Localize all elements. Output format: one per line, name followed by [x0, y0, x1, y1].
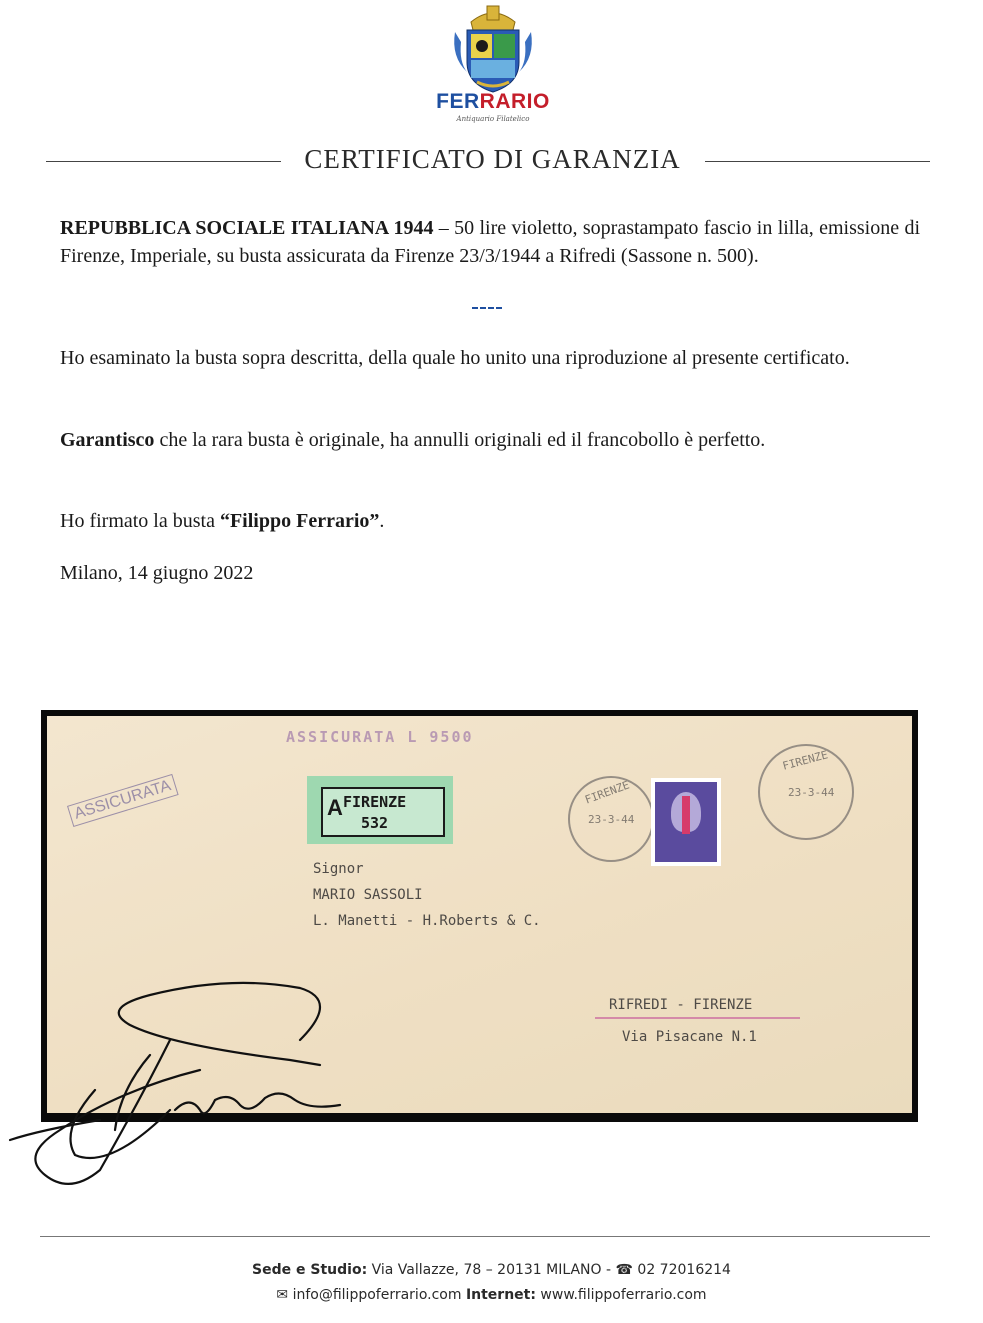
item-description — [60, 214, 920, 270]
footer-phone: 02 72016214 — [632, 1262, 731, 1278]
footer-address: Sede e Studio: Via Vallazze, 78 – 20131 MILANO - ☎ 02 72016214 — [252, 1262, 731, 1278]
fascio-overprint — [682, 796, 690, 834]
brand-tagline: Antiquario Filatelico — [456, 115, 530, 123]
phone-icon: ☎ — [615, 1262, 633, 1278]
signature-statement: Ho firmato la busta “Filippo Ferrario”. — [60, 510, 385, 532]
addressee-block — [313, 856, 541, 934]
ferrario-logo — [421, 2, 565, 132]
footer-rule — [40, 1236, 930, 1237]
signer-name: “Filippo Ferrario” — [219, 510, 380, 532]
email-icon: ✉ — [276, 1287, 289, 1303]
postmark-cancel: FIRENZE 23-3-44 — [758, 744, 854, 840]
heraldic-crest-icon — [449, 2, 537, 94]
addressee-line: L. Manetti - H.Roberts & C. — [313, 913, 541, 929]
registration-label — [307, 776, 453, 844]
examination-statement: Ho esaminato la busta sopra descritta, della quale ho unito una riproduzione al presente certificato. — [60, 347, 850, 369]
destination-street: Via Pisacane N.1 — [622, 1029, 757, 1045]
insured-stamp-top: ASSICURATA L 9500 — [286, 728, 474, 746]
addressee-line: Signor — [313, 861, 364, 877]
footer-website[interactable]: www.filippoferrario.com — [535, 1287, 707, 1303]
item-subject: REPUBBLICA SOCIALE ITALIANA 1944 — [60, 217, 434, 239]
title-rule-right — [705, 161, 930, 162]
place-date: Milano, 14 giugno 2022 — [60, 562, 254, 584]
item-details: – 50 lire violetto, soprastampato fascio in lilla, emissione di Firenze, Imperiale, su busta assicurata da Firenze 23/3/1944 a Rifredi (Sassone n. 500). — [60, 217, 920, 267]
destination-city: RIFREDI - FIRENZE — [609, 997, 753, 1013]
guarantee-lead: Garantisco — [60, 429, 155, 451]
footer-contacts: ✉ info@filippoferrario.com Internet: www.filippoferrario.com — [276, 1287, 707, 1303]
postage-stamp — [651, 778, 721, 866]
handwritten-signature — [0, 980, 370, 1190]
guarantee-statement — [60, 426, 920, 454]
postmark-cancel: FIRENZE 23-3-44 — [568, 776, 654, 862]
addressee-line: MARIO SASSOLI — [313, 887, 423, 903]
certificate-title: CERTIFICATO DI GARANZIA — [304, 144, 681, 174]
footer-email[interactable]: info@filippoferrario.com — [288, 1287, 466, 1303]
guarantee-text: che la rara busta è originale, ha annulli originali ed il francobollo è perfetto. — [154, 429, 766, 451]
registration-city: FIRENZE — [343, 793, 407, 811]
destination-underline — [595, 1017, 800, 1019]
insured-stamp-side: ASSICURATA — [67, 774, 179, 827]
brand-name: FERRARIO — [436, 90, 550, 113]
section-divider — [472, 307, 504, 309]
registration-number: 532 — [361, 814, 389, 832]
registration-letter: A — [327, 795, 343, 820]
title-rule-left — [46, 161, 281, 162]
